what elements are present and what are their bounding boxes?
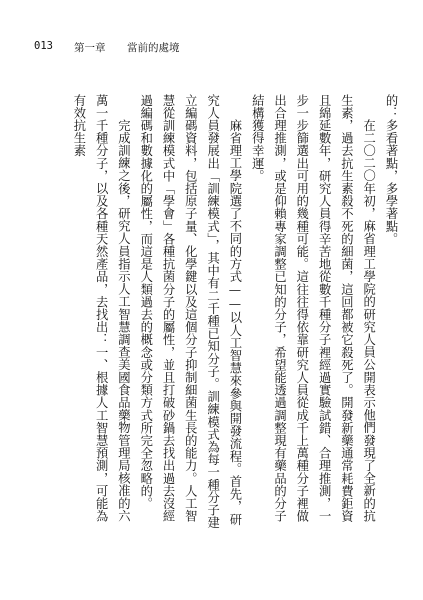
running-header	[34, 40, 180, 55]
paragraph-3: 麻省理工學院選了不同的方式——以人工智慧來參與開發流程。首先，研究人員發展出「訓練模式」，其中有二千種已知分子。訓練模式為每一種分子建立編碼資料，包括原子量、化學鍵以及這個分子抑制細菌生長的能力。人工智慧從訓練模式中「學會」各種抗菌分子的屬性，並且打破砂鍋去找出過去沒經過編碼和數據化的屬性，而這是人類過去的概念或分類方式所完全忽略的。	[138, 94, 242, 529]
paragraph-2: 在二〇二〇年初，麻省理工學院的研究人員公開表示他們發現了全新的抗生素，過去抗生素殺不死的細菌，這回都被它殺死了。開發新藥通常耗費鉅資且綿延數年，研究人員得辛苦地從數千種分子裡經過實驗試錯、合理推測，一步一步篩選出可用的幾種可能。這往往得依靠研究人員從成千上萬種分子裡做出合理推測，或是仰賴專家調整已知的分子，希望能透過調整現有藥品的分子結構獲得幸運。	[250, 94, 376, 523]
chapter-title: 當前的處境	[127, 42, 180, 54]
paragraph-1: 的：多看著點，多學著點。	[384, 94, 398, 246]
page-number: 013	[34, 40, 53, 52]
paragraph-4: 完成訓練之後，研究人員指示人工智慧調查美國食品藥物管理局核准的六萬一千種分子，以及各種天然產品，去找出：一、根據人工智慧預測，可能為有效抗生素	[71, 94, 131, 523]
chapter-label: 第一章	[74, 42, 106, 54]
body-text	[28, 94, 402, 530]
